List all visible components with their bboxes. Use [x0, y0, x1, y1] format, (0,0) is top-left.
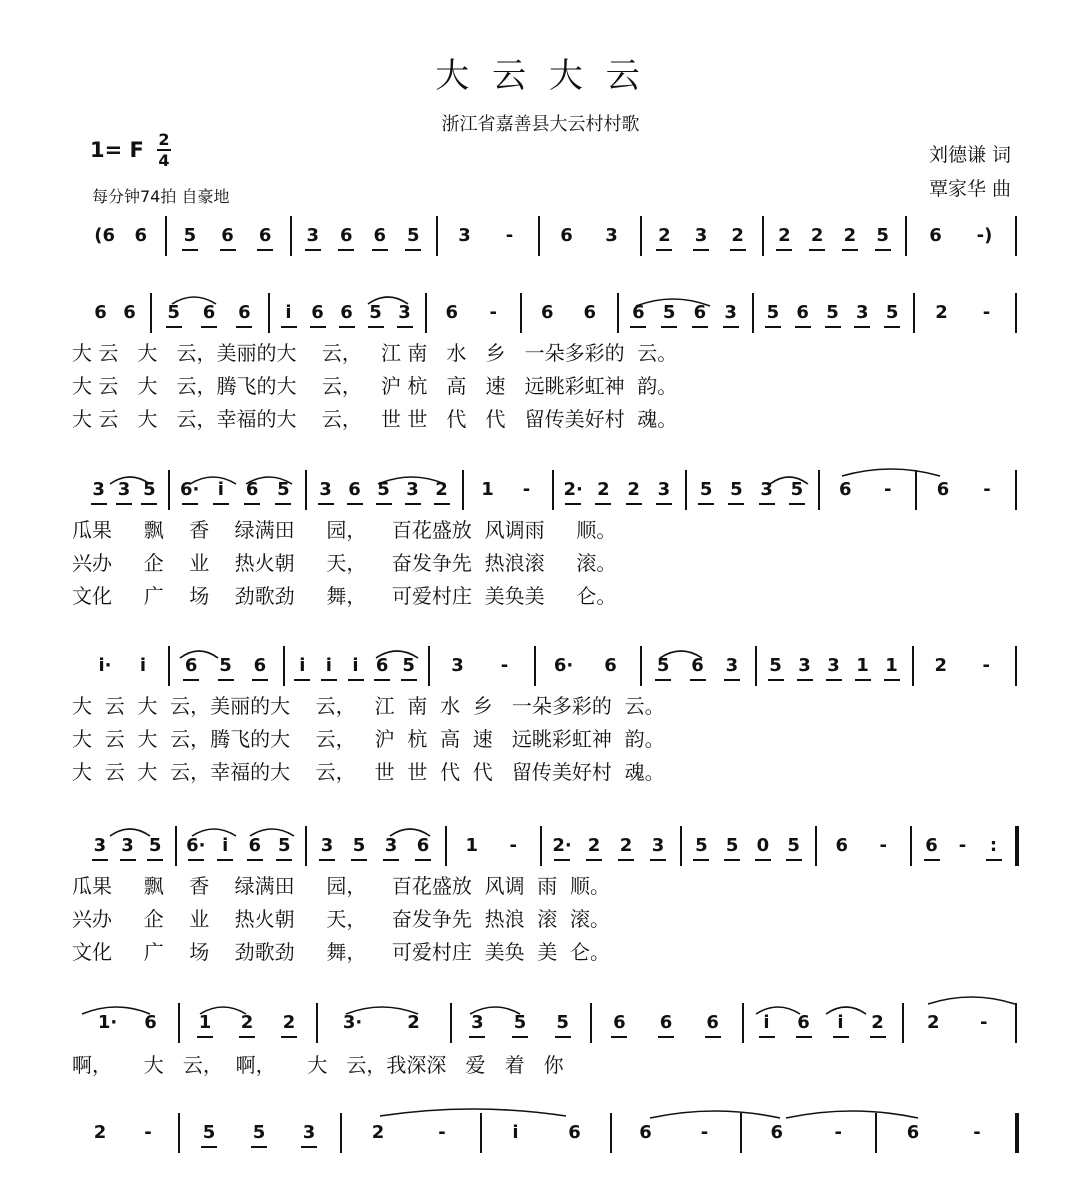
note: 5 — [183, 225, 197, 246]
note: 6 — [94, 302, 107, 323]
note: 6 — [929, 225, 942, 246]
note: 6 — [373, 225, 387, 246]
note: 3· — [342, 1012, 363, 1033]
note: 5 — [219, 655, 232, 676]
slur — [636, 299, 710, 306]
song-subtitle: 浙江省嘉善县大云村村歌 — [441, 114, 640, 135]
note: 2 — [240, 1012, 254, 1033]
slur — [826, 1007, 866, 1014]
note: 5 — [252, 1122, 266, 1143]
note: 6 — [348, 479, 361, 500]
note: 6 — [311, 302, 324, 323]
note: 6 — [693, 302, 707, 323]
note: 5 — [876, 225, 889, 246]
note: 5 — [352, 835, 366, 856]
note: - — [982, 655, 990, 676]
note: 5 — [402, 655, 415, 676]
lyric-line: 大 云 大 云，腾飞的大 云， 沪 杭 高 速 远眺彩虹神 韵。 — [72, 727, 665, 751]
slur — [660, 651, 702, 658]
note: - — [522, 479, 531, 500]
note: 6 — [639, 1122, 652, 1143]
slur — [246, 477, 292, 484]
note: 6 — [691, 655, 704, 676]
lyric-line: 文化 广 场 劲歌劲 舞， 可爱村庄 美奂 美 仑。 — [72, 940, 611, 964]
note: 5 — [787, 835, 800, 856]
slur — [250, 829, 294, 836]
slur — [346, 1007, 418, 1014]
slur — [368, 297, 408, 304]
slur — [390, 829, 430, 836]
note: 3 — [471, 1012, 484, 1033]
note: 5 — [202, 1122, 216, 1143]
slur — [82, 1007, 150, 1014]
note: 5 — [513, 1012, 527, 1033]
note: 6 — [906, 1122, 920, 1143]
note: 6 — [540, 302, 554, 323]
note: 6 — [604, 655, 617, 676]
note: 3 — [93, 835, 107, 856]
note: 6 — [560, 225, 573, 246]
note: 5 — [277, 835, 291, 856]
note: 3 — [798, 655, 811, 676]
tempo-marking: 每分钟74拍 自豪地 — [92, 187, 230, 206]
slur — [770, 477, 808, 484]
note: 6 — [770, 1122, 784, 1143]
lyric-line: 瓜果 飘 香 绿满田 园， 百花盛放 风调 雨 顺。 — [72, 874, 611, 898]
note: 3 — [406, 479, 419, 500]
note: 6 — [835, 835, 849, 856]
composer-credit: 覃家华 曲 — [928, 178, 1011, 200]
lyric-line: 大 云 大 云，美丽的大 云， 江 南 水 乡 一朵多彩的 云。 — [72, 694, 665, 718]
slur — [380, 1109, 566, 1116]
slur — [192, 829, 236, 836]
note: 3 — [319, 479, 332, 500]
time-signature-top: 2 — [158, 130, 170, 149]
note: i — [763, 1012, 770, 1033]
lyric-line: 啊， 大 云， 啊， 大 云，我深深 爱 着 你 — [72, 1053, 564, 1077]
note: 3 — [121, 835, 134, 856]
note: 6 — [797, 1012, 810, 1033]
note: 2 — [871, 1012, 884, 1033]
note: 2 — [587, 835, 601, 856]
note: : — [989, 835, 998, 856]
note: 6 — [123, 302, 136, 323]
note: 3 — [384, 835, 398, 856]
note: 6 — [568, 1122, 581, 1143]
note: 6 — [583, 302, 597, 323]
time-signature-bottom: 4 — [158, 151, 170, 170]
note: 5 — [369, 302, 382, 323]
note: 6 — [258, 225, 272, 246]
note: - — [958, 835, 967, 856]
note: 6 — [706, 1012, 719, 1033]
note: 6· — [553, 655, 574, 676]
slur — [842, 469, 940, 476]
note: 1 — [856, 655, 869, 676]
note: i — [837, 1012, 844, 1033]
note: 6 — [340, 302, 353, 323]
lyric-line: 大 云 大 云，幸福的大 云， 世 世 代 代 留传美好村 魂。 — [72, 407, 678, 431]
note: -) — [976, 225, 993, 246]
note: 3 — [458, 225, 471, 246]
note: - — [489, 302, 497, 323]
note: 2 — [658, 225, 671, 246]
note: 3 — [856, 302, 869, 323]
note: 6· — [179, 479, 200, 500]
note: 3 — [320, 835, 334, 856]
note: - — [505, 225, 514, 246]
note: 3 — [657, 479, 671, 500]
note: - — [879, 835, 887, 856]
slur — [470, 1007, 520, 1014]
slur — [756, 1007, 800, 1014]
note: 6 — [202, 302, 216, 323]
slur — [376, 651, 418, 658]
note: 5 — [143, 479, 156, 500]
lyric-line: 大 云 大 云，美丽的大 云， 江 南 水 乡 一朵多彩的 云。 — [72, 341, 678, 365]
slur — [110, 829, 150, 836]
note: - — [700, 1122, 709, 1143]
lyricist-credit: 刘德谦 词 — [928, 144, 1011, 166]
note: 2 — [810, 225, 824, 246]
note: 3 — [92, 479, 105, 500]
slur — [172, 297, 216, 304]
note: 1· — [97, 1012, 118, 1033]
lyric-line: 兴办 企 业 热火朝 天， 奋发争先 热浪滚 滚。 — [72, 551, 617, 575]
note: 2 — [843, 225, 857, 246]
note: 5 — [790, 479, 804, 500]
note: 2 — [435, 479, 448, 500]
note: - — [438, 1122, 446, 1143]
note: 3 — [724, 302, 737, 323]
note: 5 — [725, 835, 739, 856]
note: 1 — [465, 835, 479, 856]
note: 2 — [619, 835, 633, 856]
note: 2 — [778, 225, 791, 246]
note: (6 — [94, 225, 116, 246]
note: 1 — [198, 1012, 212, 1033]
lyric-line: 大 云 大 云，腾飞的大 云， 沪 杭 高 速 远眺彩虹神 韵。 — [72, 374, 678, 398]
note: i — [285, 302, 292, 323]
note: - — [884, 479, 892, 500]
note: 3 — [760, 479, 773, 500]
note: i — [222, 835, 229, 856]
note: 3 — [398, 302, 411, 323]
note: 3 — [605, 225, 618, 246]
note: 2· — [552, 835, 572, 856]
note: 3 — [451, 655, 464, 676]
note: - — [983, 479, 991, 500]
note: 0 — [756, 835, 770, 856]
note: - — [500, 655, 509, 676]
note: 5 — [277, 479, 290, 500]
note: 6 — [632, 302, 645, 323]
slur — [110, 477, 150, 484]
note: 2· — [563, 479, 583, 500]
note: - — [834, 1122, 842, 1143]
note: 2 — [371, 1122, 385, 1143]
note: 6 — [238, 302, 251, 323]
note: 2 — [282, 1012, 296, 1033]
note: 5 — [167, 302, 180, 323]
note: - — [980, 1012, 988, 1033]
note: 6 — [184, 655, 198, 676]
note: 6 — [253, 655, 267, 676]
note: i — [325, 655, 332, 676]
note: 5 — [766, 302, 780, 323]
note: i — [217, 479, 224, 500]
note: 5 — [556, 1012, 569, 1033]
slur — [786, 1111, 918, 1118]
note: 2 — [731, 225, 744, 246]
lyric-line: 文化 广 场 劲歌劲 舞， 可爱村庄 美奂美 仑。 — [72, 584, 617, 608]
note: i — [352, 655, 359, 676]
slur — [190, 477, 236, 484]
lyric-line: 大 云 大 云，幸福的大 云， 世 世 代 代 留传美好村 魂。 — [72, 760, 665, 784]
slur — [378, 477, 445, 484]
lyric-line: 瓜果 飘 香 绿满田 园， 百花盛放 风调雨 顺。 — [72, 518, 617, 542]
note: i· — [98, 655, 112, 676]
note: 6 — [936, 479, 950, 500]
note: - — [144, 1122, 152, 1143]
slur — [928, 997, 1015, 1004]
note: 5 — [406, 225, 420, 246]
note: 6· — [186, 835, 206, 856]
note: 6 — [416, 835, 430, 856]
note: 5 — [662, 302, 676, 323]
note: 3 — [651, 835, 665, 856]
note: 6 — [613, 1012, 626, 1033]
note: 5 — [656, 655, 670, 676]
slur — [180, 651, 218, 658]
song-title: 大 云 大 云 — [435, 56, 646, 96]
note: 6 — [221, 225, 234, 246]
note: 5 — [695, 835, 708, 856]
note: 6 — [838, 479, 852, 500]
note: 5 — [885, 302, 899, 323]
note: 5 — [148, 835, 162, 856]
note: 2 — [926, 1012, 940, 1033]
note: 6 — [796, 302, 809, 323]
note: 6 — [339, 225, 353, 246]
note: 3 — [694, 225, 708, 246]
note: 2 — [93, 1122, 107, 1143]
note: 6 — [248, 835, 262, 856]
note: 6 — [659, 1012, 673, 1033]
note: 6 — [925, 835, 938, 856]
note: 5 — [826, 302, 839, 323]
note: 6 — [375, 655, 389, 676]
note: 6 — [144, 1012, 157, 1033]
lyric-line: 兴办 企 业 热火朝 天， 奋发争先 热浪 滚 滚。 — [72, 907, 611, 931]
note: 5 — [769, 655, 782, 676]
note: - — [509, 835, 517, 856]
note: 6 — [445, 302, 459, 323]
note: i — [139, 655, 147, 676]
note: 2 — [934, 655, 948, 676]
slur — [650, 1111, 780, 1118]
note: 3 — [827, 655, 840, 676]
note: 5 — [730, 479, 743, 500]
note: 3 — [725, 655, 739, 676]
note: 5 — [377, 479, 390, 500]
note: i — [512, 1122, 519, 1143]
note: i — [299, 655, 306, 676]
slur — [200, 1007, 246, 1014]
key-signature: 1= F — [90, 138, 144, 162]
note: 2 — [627, 479, 640, 500]
note: 3 — [306, 225, 320, 246]
note: 5 — [699, 479, 713, 500]
note: 1 — [885, 655, 898, 676]
note: 2 — [407, 1012, 420, 1033]
note: 2 — [935, 302, 948, 323]
note: - — [982, 302, 991, 323]
note: 1 — [481, 479, 494, 500]
note: 2 — [597, 479, 610, 500]
note: - — [973, 1122, 981, 1143]
note: 3 — [117, 479, 131, 500]
note: 6 — [245, 479, 259, 500]
note: 6 — [134, 225, 148, 246]
note: 3 — [302, 1122, 316, 1143]
